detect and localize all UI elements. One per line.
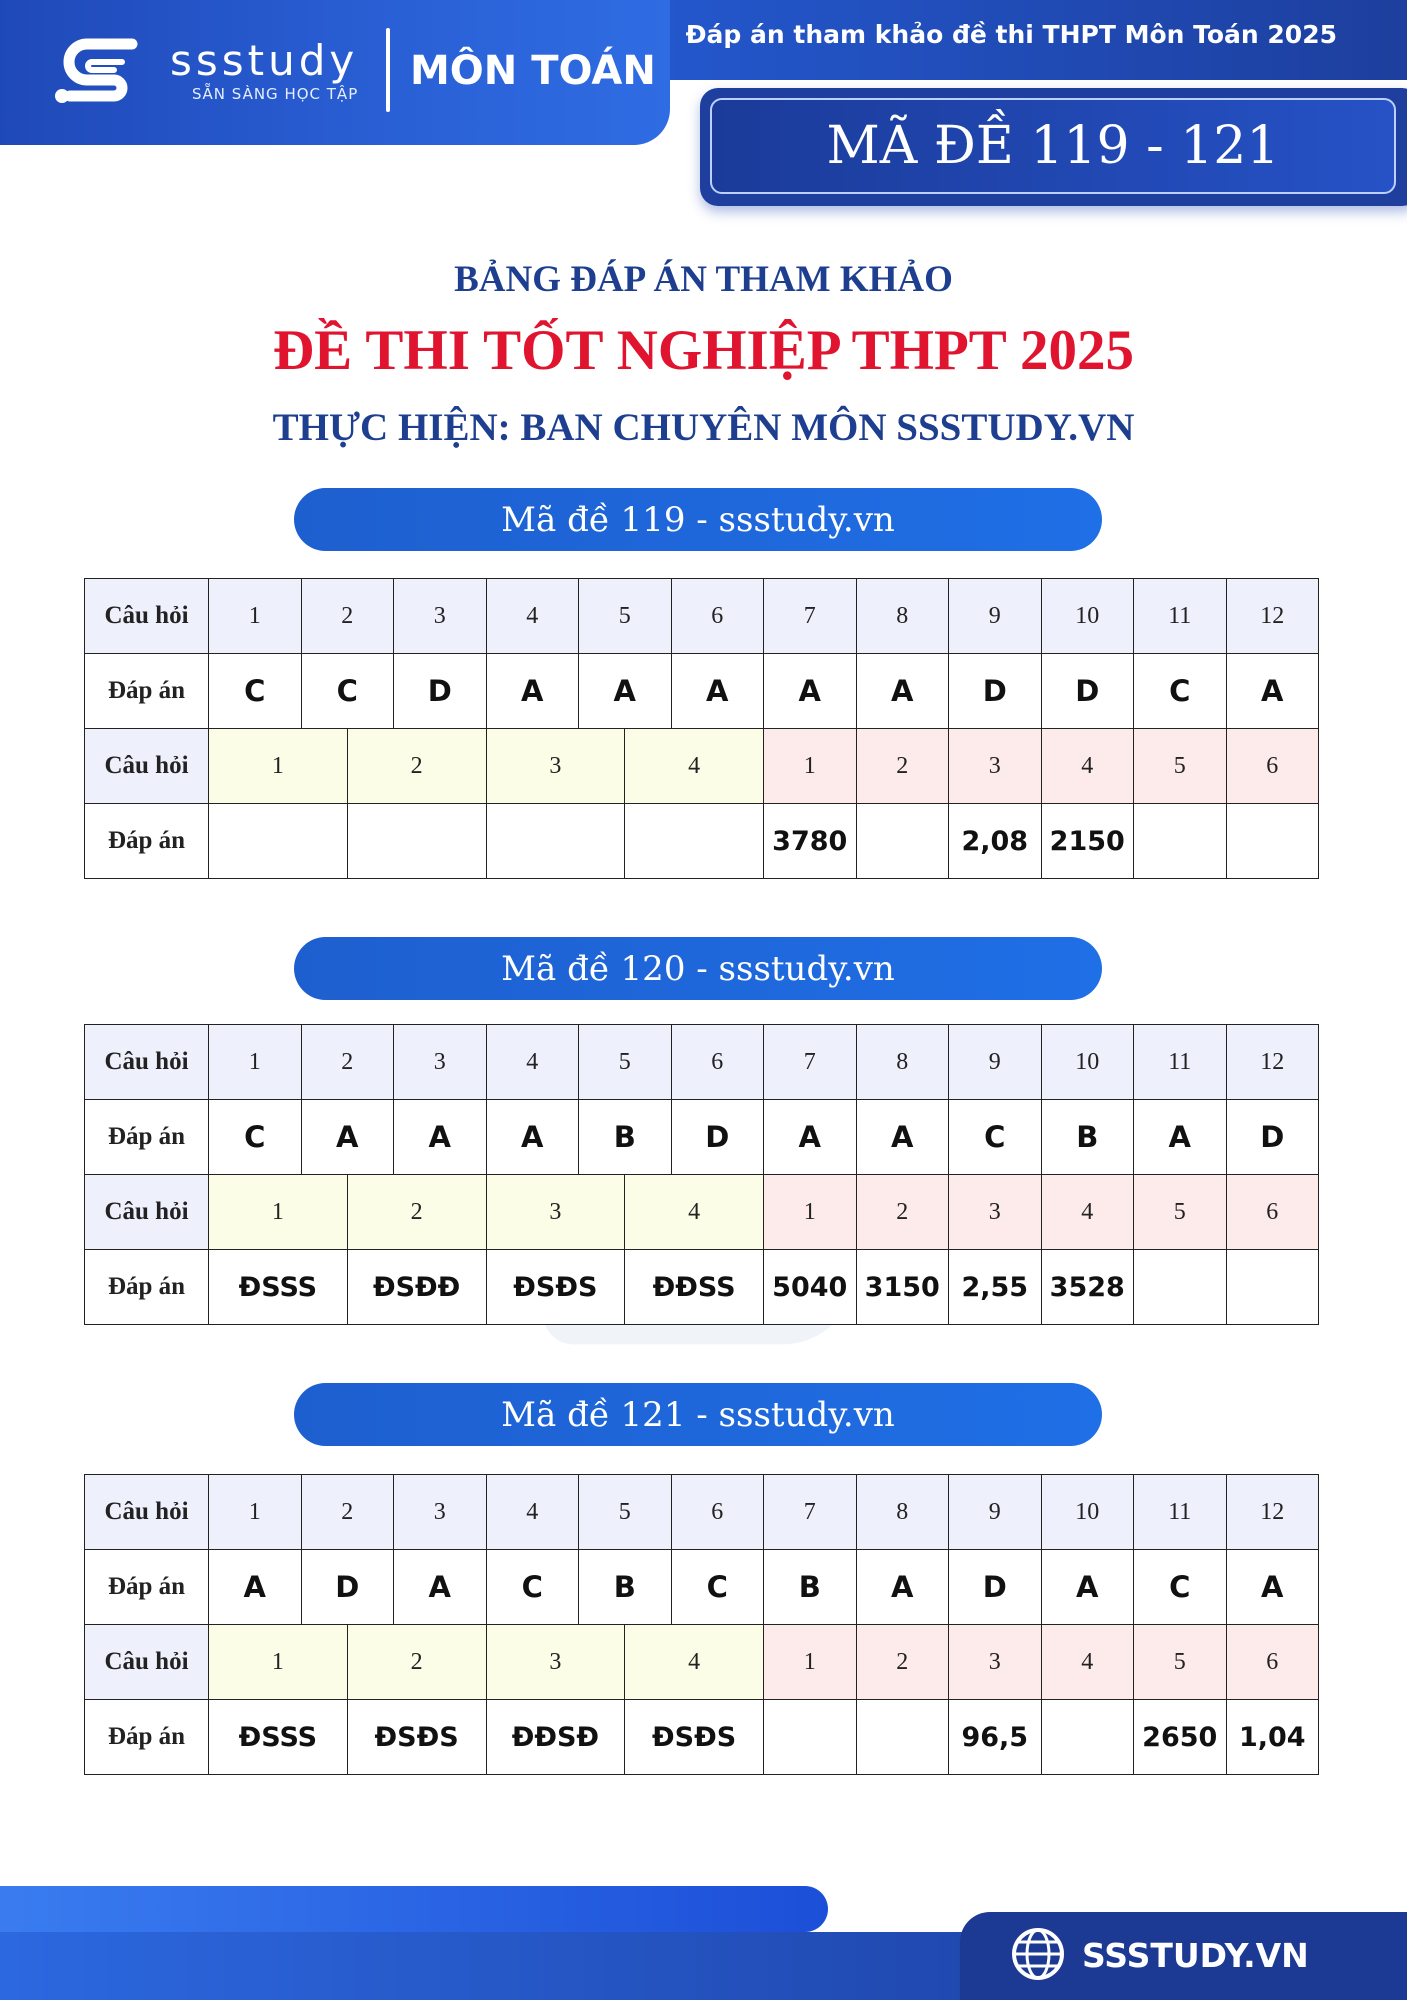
- brand-name: ssstudy: [170, 36, 359, 85]
- mc-question-number: 2: [301, 1025, 394, 1100]
- tf-group: [209, 1625, 764, 1700]
- title-reference-answers: BẢNG ĐÁP ÁN THAM KHẢO: [454, 259, 953, 300]
- mc-question-number: 4: [486, 1475, 579, 1550]
- tf-question-number: 3: [487, 1625, 626, 1699]
- tf-question-number: 1: [209, 1175, 348, 1249]
- answer-table-119: [84, 578, 1319, 879]
- section-title-119: Mã đề 119 - ssstudy.vn: [294, 488, 1102, 551]
- brand-slogan: SẴN SÀNG HỌC TẬP: [192, 85, 359, 103]
- mc-question-number: 9: [949, 1025, 1042, 1100]
- tf-question-number: 2: [348, 1175, 487, 1249]
- mc-answer-cell: C: [486, 1550, 579, 1625]
- mc-question-number: 2: [301, 1475, 394, 1550]
- mc-answer-cell: B: [764, 1550, 857, 1625]
- tf-group: [209, 1700, 764, 1775]
- mc-answer-cell: C: [209, 1100, 302, 1175]
- mc-question-number: 6: [671, 1475, 764, 1550]
- sa-question-number: 5: [1134, 1625, 1227, 1700]
- mc-answer-row: [85, 654, 1319, 729]
- sa-question-number: 3: [949, 1625, 1042, 1700]
- subject-title: MÔN TOÁN: [410, 48, 656, 94]
- tf-answer-cell: ĐĐSĐ: [487, 1700, 626, 1774]
- mc-answer-cell: A: [856, 654, 949, 729]
- sa-question-number: 6: [1226, 729, 1319, 804]
- tf-answer-cell: ĐSĐS: [487, 1250, 626, 1324]
- title-author: THỰC HIỆN: BAN CHUYÊN MÔN SSSTUDY.VN: [272, 406, 1135, 449]
- row-label-answer: Đáp án: [85, 1700, 209, 1775]
- row-label-answer: Đáp án: [85, 1100, 209, 1175]
- mc-answer-cell: C: [1134, 654, 1227, 729]
- tf-group: [209, 1175, 764, 1250]
- tf-sa-answer-row: [85, 1700, 1319, 1775]
- tf-question-number: 3: [487, 729, 626, 803]
- sa-answer-cell: 3150: [856, 1250, 949, 1325]
- tf-answer-cell: [625, 804, 763, 878]
- mc-question-number: 7: [764, 1475, 857, 1550]
- mc-question-row: [85, 1475, 1319, 1550]
- mc-question-number: 5: [579, 1475, 672, 1550]
- sa-question-number: 6: [1226, 1625, 1319, 1700]
- mc-answer-cell: C: [671, 1550, 764, 1625]
- row-label-question: Câu hỏi: [85, 1475, 209, 1550]
- tf-answer-cell: ĐSĐĐ: [348, 1250, 487, 1324]
- mc-answer-cell: C: [209, 654, 302, 729]
- mc-question-number: 5: [579, 1025, 672, 1100]
- mc-question-number: 4: [486, 1025, 579, 1100]
- mc-answer-cell: B: [579, 1100, 672, 1175]
- sa-question-number: 5: [1134, 1175, 1227, 1250]
- mc-answer-cell: A: [856, 1550, 949, 1625]
- mc-answer-cell: A: [394, 1550, 487, 1625]
- sa-question-number: 4: [1041, 729, 1134, 804]
- tf-sa-question-row: [85, 729, 1319, 804]
- mc-answer-cell: A: [486, 1100, 579, 1175]
- tf-answer-cell: ĐSSS: [209, 1250, 348, 1324]
- footer-site-link[interactable]: SSSTUDY.VN: [1082, 1936, 1309, 1975]
- mc-answer-cell: C: [949, 1100, 1042, 1175]
- tf-answer-cell: [209, 804, 348, 878]
- mc-question-number: 12: [1226, 579, 1319, 654]
- mc-question-number: 11: [1134, 579, 1227, 654]
- tf-question-number: 4: [625, 1175, 763, 1249]
- exam-code-label: MÃ ĐỀ 119 - 121: [710, 98, 1396, 194]
- mc-question-number: 2: [301, 579, 394, 654]
- row-label-question: Câu hỏi: [85, 729, 209, 804]
- mc-answer-cell: A: [764, 1100, 857, 1175]
- sa-question-number: 2: [856, 1175, 949, 1250]
- mc-answer-cell: C: [1134, 1550, 1227, 1625]
- sa-answer-cell: [1134, 1250, 1227, 1325]
- tf-question-number: 3: [487, 1175, 626, 1249]
- mc-question-row: [85, 579, 1319, 654]
- mc-question-number: 10: [1041, 1025, 1134, 1100]
- sa-answer-cell: 2,08: [949, 804, 1042, 879]
- sa-answer-cell: [1041, 1700, 1134, 1775]
- mc-answer-row: [85, 1550, 1319, 1625]
- tf-answer-cell: [487, 804, 626, 878]
- answer-table-120: [84, 1024, 1319, 1325]
- mc-question-number: 11: [1134, 1475, 1227, 1550]
- tf-group: [209, 729, 764, 804]
- sa-answer-cell: 2650: [1134, 1700, 1227, 1775]
- mc-answer-cell: B: [579, 1550, 672, 1625]
- sa-answer-cell: [1226, 804, 1319, 879]
- mc-question-number: 1: [209, 1025, 302, 1100]
- sa-answer-cell: 2150: [1041, 804, 1134, 879]
- sa-question-number: 2: [856, 729, 949, 804]
- sa-question-number: 4: [1041, 1625, 1134, 1700]
- tf-question-number: 4: [625, 1625, 763, 1699]
- exam-code-box: [700, 88, 1407, 206]
- tf-answer-cell: ĐSĐS: [625, 1700, 763, 1774]
- mc-answer-cell: A: [301, 1100, 394, 1175]
- mc-question-number: 5: [579, 579, 672, 654]
- row-label-question: Câu hỏi: [85, 579, 209, 654]
- tf-answer-cell: ĐSSS: [209, 1700, 348, 1774]
- mc-answer-cell: A: [1226, 654, 1319, 729]
- sa-question-number: 4: [1041, 1175, 1134, 1250]
- sa-answer-cell: [856, 1700, 949, 1775]
- mc-question-number: 6: [671, 579, 764, 654]
- tf-question-number: 1: [209, 1625, 348, 1699]
- mc-question-number: 1: [209, 1475, 302, 1550]
- tf-question-number: 2: [348, 1625, 487, 1699]
- section-title-120: Mã đề 120 - ssstudy.vn: [294, 937, 1102, 1000]
- mc-question-number: 1: [209, 579, 302, 654]
- section-title-121: Mã đề 121 - ssstudy.vn: [294, 1383, 1102, 1446]
- mc-answer-cell: A: [486, 654, 579, 729]
- mc-question-number: 9: [949, 1475, 1042, 1550]
- mc-answer-cell: A: [764, 654, 857, 729]
- footer-accent-bar: [0, 1886, 828, 1932]
- sa-question-number: 1: [764, 1625, 857, 1700]
- sa-question-number: 6: [1226, 1175, 1319, 1250]
- sa-answer-cell: [1134, 804, 1227, 879]
- tf-answer-cell: [348, 804, 487, 878]
- row-label-answer: Đáp án: [85, 1250, 209, 1325]
- mc-question-number: 3: [394, 1475, 487, 1550]
- tf-question-number: 1: [209, 729, 348, 803]
- sa-question-number: 1: [764, 1175, 857, 1250]
- mc-question-number: 8: [856, 1475, 949, 1550]
- mc-question-number: 7: [764, 1025, 857, 1100]
- header-tagline: Đáp án tham khảo đề thi THPT Môn Toán 2025: [685, 20, 1337, 49]
- tf-sa-question-row: [85, 1175, 1319, 1250]
- row-label-answer: Đáp án: [85, 1550, 209, 1625]
- mc-question-number: 4: [486, 579, 579, 654]
- sa-answer-cell: [1226, 1250, 1319, 1325]
- sa-question-number: 1: [764, 729, 857, 804]
- sa-answer-cell: 96,5: [949, 1700, 1042, 1775]
- mc-question-number: 10: [1041, 1475, 1134, 1550]
- mc-answer-cell: D: [394, 654, 487, 729]
- tf-sa-answer-row: [85, 804, 1319, 879]
- mc-answer-cell: A: [671, 654, 764, 729]
- sa-answer-cell: 5040: [764, 1250, 857, 1325]
- mc-answer-row: [85, 1100, 1319, 1175]
- row-label-answer: Đáp án: [85, 804, 209, 879]
- mc-answer-cell: A: [209, 1550, 302, 1625]
- mc-answer-cell: A: [1041, 1550, 1134, 1625]
- sa-answer-cell: 2,55: [949, 1250, 1042, 1325]
- mc-question-number: 8: [856, 579, 949, 654]
- mc-question-number: 10: [1041, 579, 1134, 654]
- tf-question-number: 4: [625, 729, 763, 803]
- mc-answer-cell: D: [301, 1550, 394, 1625]
- mc-answer-cell: D: [671, 1100, 764, 1175]
- row-label-answer: Đáp án: [85, 654, 209, 729]
- sa-answer-cell: [856, 804, 949, 879]
- mc-question-row: [85, 1025, 1319, 1100]
- tf-question-number: 2: [348, 729, 487, 803]
- sa-question-number: 3: [949, 1175, 1042, 1250]
- row-label-question: Câu hỏi: [85, 1625, 209, 1700]
- row-label-question: Câu hỏi: [85, 1025, 209, 1100]
- mc-question-number: 12: [1226, 1475, 1319, 1550]
- tf-sa-answer-row: [85, 1250, 1319, 1325]
- header-divider: [386, 28, 390, 112]
- mc-answer-cell: C: [301, 654, 394, 729]
- globe-icon: [1010, 1926, 1066, 1982]
- mc-question-number: 12: [1226, 1025, 1319, 1100]
- mc-question-number: 3: [394, 1025, 487, 1100]
- sa-answer-cell: 3528: [1041, 1250, 1134, 1325]
- tf-answer-cell: ĐSĐS: [348, 1700, 487, 1774]
- mc-answer-cell: D: [1041, 654, 1134, 729]
- answer-table-121: [84, 1474, 1319, 1775]
- tf-group: [209, 804, 764, 879]
- mc-question-number: 3: [394, 579, 487, 654]
- mc-answer-cell: A: [394, 1100, 487, 1175]
- mc-answer-cell: A: [1226, 1550, 1319, 1625]
- sa-question-number: 5: [1134, 729, 1227, 804]
- mc-answer-cell: B: [1041, 1100, 1134, 1175]
- mc-question-number: 7: [764, 579, 857, 654]
- tf-group: [209, 1250, 764, 1325]
- ssstudy-logo-icon: [52, 32, 152, 117]
- mc-answer-cell: D: [949, 654, 1042, 729]
- sa-answer-cell: [764, 1700, 857, 1775]
- row-label-question: Câu hỏi: [85, 1175, 209, 1250]
- title-exam-name: ĐỀ THI TỐT NGHIỆP THPT 2025: [272, 319, 1135, 382]
- sa-answer-cell: 3780: [764, 804, 857, 879]
- mc-answer-cell: D: [949, 1550, 1042, 1625]
- tf-sa-question-row: [85, 1625, 1319, 1700]
- mc-answer-cell: A: [579, 654, 672, 729]
- sa-question-number: 2: [856, 1625, 949, 1700]
- mc-question-number: 11: [1134, 1025, 1227, 1100]
- mc-question-number: 8: [856, 1025, 949, 1100]
- sa-answer-cell: 1,04: [1226, 1700, 1319, 1775]
- tf-answer-cell: ĐĐSS: [625, 1250, 763, 1324]
- mc-question-number: 6: [671, 1025, 764, 1100]
- mc-question-number: 9: [949, 579, 1042, 654]
- mc-answer-cell: A: [856, 1100, 949, 1175]
- mc-answer-cell: D: [1226, 1100, 1319, 1175]
- sa-question-number: 3: [949, 729, 1042, 804]
- mc-answer-cell: A: [1134, 1100, 1227, 1175]
